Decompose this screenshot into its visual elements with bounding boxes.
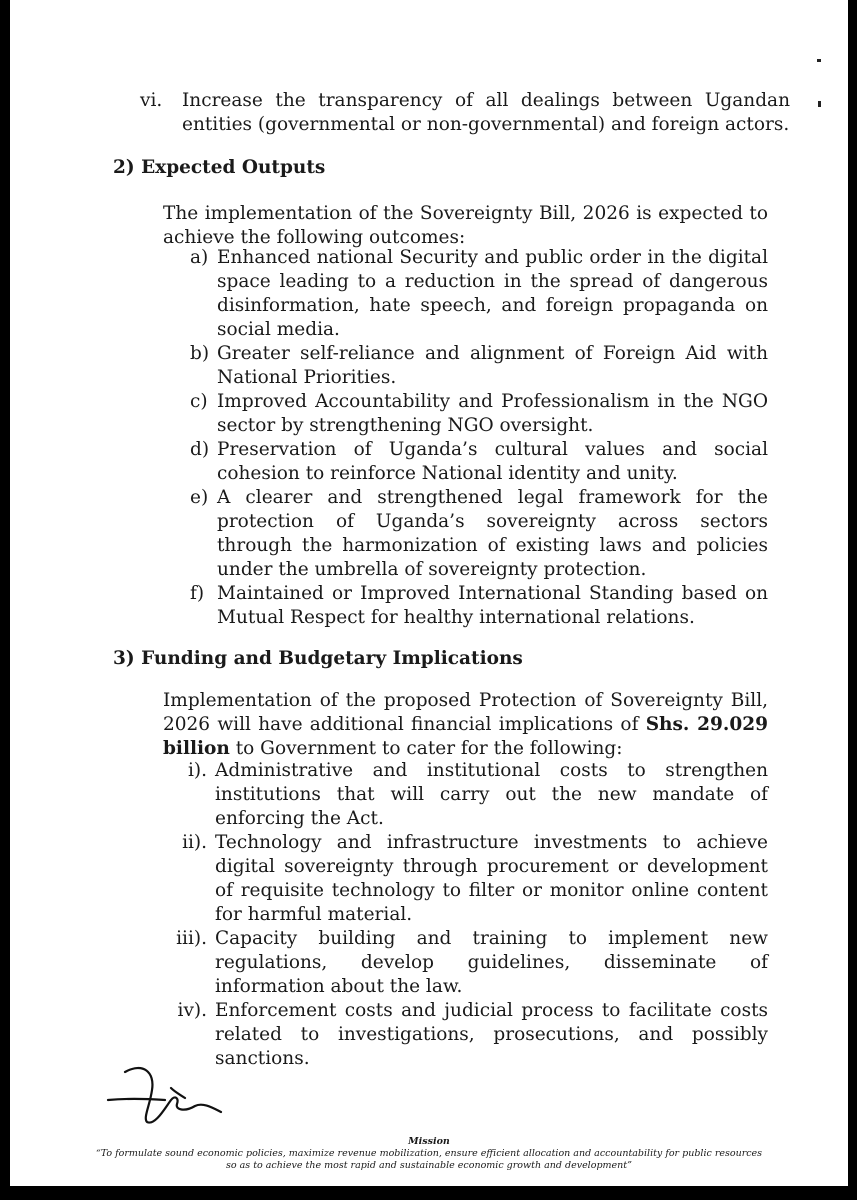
list-item-text: Improved Accountability and Professionalism in the NGO sector by strengthening NGO oversight. xyxy=(217,391,768,436)
footer-line: “To formulate sound economic policies, maximize revenue mobilization, ensure efficient allocation and accountability for public resources xyxy=(95,1148,763,1159)
list-item-text: Preservation of Uganda’s cultural values and social cohesion to reinforce National identity and unity. xyxy=(217,439,768,484)
roman-item-label: vi. xyxy=(140,90,163,111)
list-item xyxy=(165,927,768,999)
list-item-text: Enforcement costs and judicial process to facilitate costs related to investigations, prosecutions, and possibly sanctions. xyxy=(215,1000,768,1069)
document-page xyxy=(10,0,848,1186)
list-item xyxy=(190,390,768,438)
list-item-text: Administrative and institutional costs to strengthen institutions that will carry out the new mandate of enforcing the Act. xyxy=(215,760,768,829)
list-item-label: c) xyxy=(190,391,208,412)
list-item-label: b) xyxy=(190,343,210,364)
list-item-text: Maintained or Improved International Standing based on Mutual Respect for healthy international relations. xyxy=(217,583,768,628)
section-heading-funding: 3) Funding and Budgetary Implications xyxy=(113,648,523,669)
list-item xyxy=(190,438,768,486)
funding-amount: Shs. 29.029 billion xyxy=(163,714,768,759)
list-item-text: A clearer and strengthened legal framework for the protection of Uganda’s sovereignty across sectors through the harmonization of existing laws and policies under the umbrella of sovereignty protection. xyxy=(217,487,768,580)
roman-item-vi xyxy=(140,89,790,137)
list-item xyxy=(190,342,768,390)
list-item xyxy=(165,759,768,831)
list-item-label: i). xyxy=(187,760,207,781)
footer-title: Mission xyxy=(408,1136,450,1147)
list-item xyxy=(165,999,768,1071)
section-heading-expected-outputs: 2) Expected Outputs xyxy=(113,157,326,178)
mission-footer xyxy=(10,1136,848,1172)
list-item-label: e) xyxy=(190,487,209,508)
costs-list xyxy=(165,759,768,1071)
section3-intro xyxy=(163,689,768,761)
list-item-label: d) xyxy=(190,439,210,460)
list-item-label: a) xyxy=(190,247,209,268)
outcomes-list xyxy=(190,246,768,630)
signature xyxy=(105,1060,235,1130)
list-item-label: iv). xyxy=(177,1000,207,1021)
list-item-text: Technology and infrastructure investments to achieve digital sovereignty through procurement or development of requisite technology to filter or monitor online content for harmful material. xyxy=(215,832,768,925)
section3-intro-after: to Government to cater for the following: xyxy=(229,738,623,759)
list-item-text: Capacity building and training to implement new regulations, develop guidelines, disseminate of information about the law. xyxy=(215,928,768,997)
list-item xyxy=(165,831,768,927)
list-item-label: f) xyxy=(190,583,205,604)
section3-intro-before: Implementation of the proposed Protection of Sovereignty Bill, 2026 will have additional financial implications of xyxy=(163,690,768,735)
list-item-text: Enhanced national Security and public order in the digital space leading to a reduction in the spread of dangerous disinformation, hate speech, and foreign propaganda on social media. xyxy=(217,247,768,340)
footer-line: so as to achieve the most rapid and sustainable economic growth and development” xyxy=(226,1160,632,1171)
section2-intro: The implementation of the Sovereignty Bill, 2026 is expected to achieve the following outcomes: xyxy=(163,203,768,248)
list-item xyxy=(190,582,768,630)
list-item-text: Greater self-reliance and alignment of Foreign Aid with National Priorities. xyxy=(217,343,768,388)
scan-mark xyxy=(818,101,821,107)
list-item xyxy=(190,486,768,582)
scan-mark xyxy=(817,59,821,62)
roman-item-text: Increase the transparency of all dealings between Ugandan entities (governmental or non-governmental) and foreign actors. xyxy=(182,90,790,135)
list-item-label: iii). xyxy=(176,928,207,949)
list-item-label: ii). xyxy=(182,832,207,853)
list-item xyxy=(190,246,768,342)
